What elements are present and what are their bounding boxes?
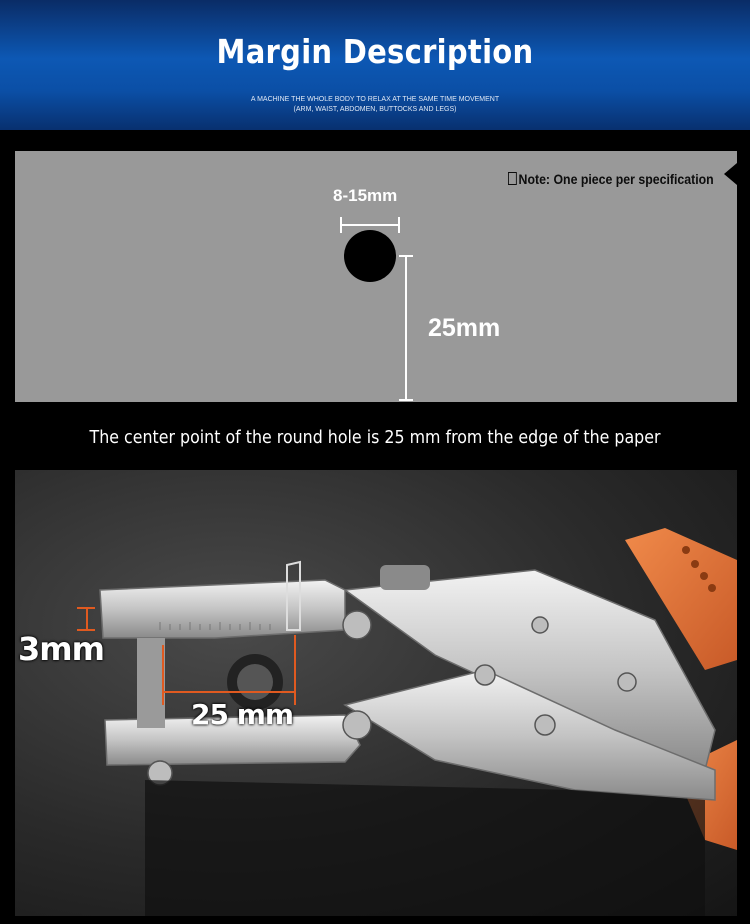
margin-label: 25 mm <box>191 698 294 731</box>
hole-punch-illustration <box>15 470 737 916</box>
subtitle-line-1: A MACHINE THE WHOLE BODY TO RELAX AT THE SAME TIME MOVEMENT <box>250 96 500 103</box>
note-label: Note: One piece per specification <box>518 171 714 187</box>
hole-size-label: 8-15mm <box>333 186 398 205</box>
hole-punch-photo <box>15 470 737 916</box>
depth-label: 3mm <box>18 630 104 668</box>
subtitle-line-2: (ARM, WAIST, ABDOMEN, BUTTOCKS AND LEGS) <box>293 106 457 113</box>
caption-text: The center point of the round hole is 25 mm from the edge of the paper <box>89 427 661 448</box>
punch-hole <box>344 230 396 282</box>
page-title: Margin Description <box>216 32 534 71</box>
edge-distance-label: 25mm <box>428 314 501 342</box>
